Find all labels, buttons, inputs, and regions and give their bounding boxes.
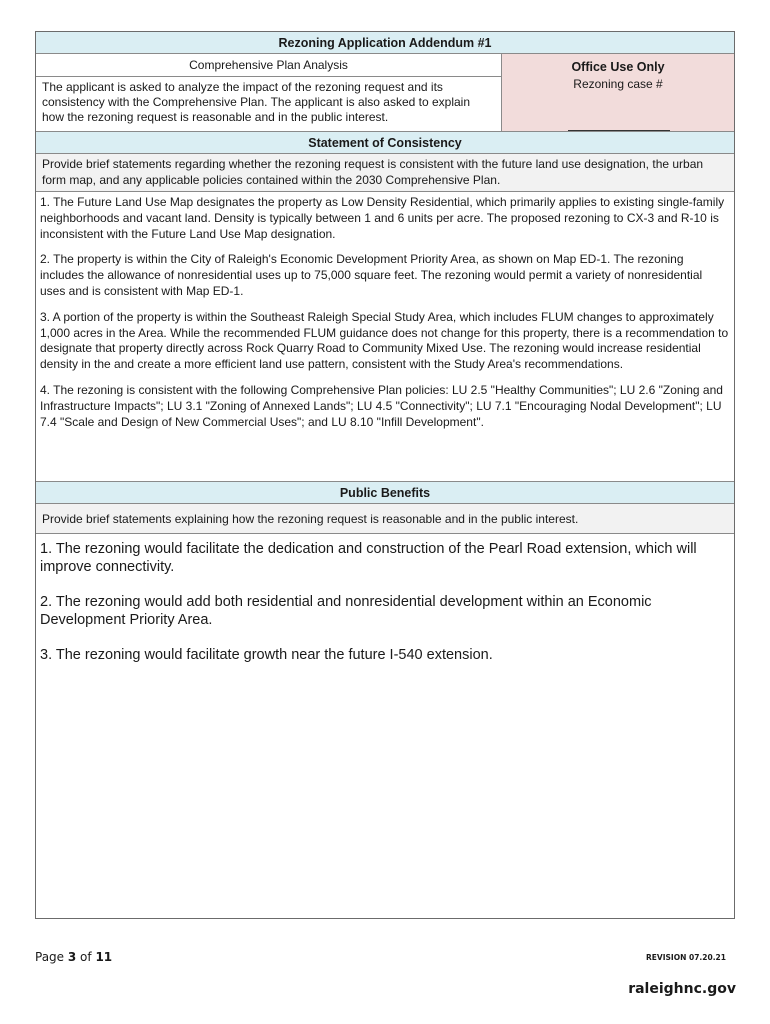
intro-text: The applicant is asked to analyze the impact of the rezoning request and its consistency with the Comprehensive Plan. The applicant is also asked to explain how the rezoning request is reasonable and in the public interest. xyxy=(42,80,471,124)
form-title: Rezoning Application Addendum #1 xyxy=(36,32,734,54)
consistency-statement: 4. The rezoning is consistent with the following Comprehensive Plan policies: LU 2.5 "Healthy Communities"; LU 2.6 "Zoning and Infrastructure Impacts"; LU 3.1 "Zoning of Annexed Lands"; LU 4.5 "Connectivity"; LU 7.1 "Encouraging Nodal Development"; LU 7.4 "Scale and Design of New Commercial Uses"; and LU 8.10 "Infill Development". xyxy=(40,382,723,429)
benefit-statement: 1. The rezoning would facilitate the dedication and construction of the Pearl Road extension, which will improve connectivity. xyxy=(40,541,697,575)
rezoning-case-field[interactable] xyxy=(568,130,670,131)
consistency-prompt: Provide brief statements regarding whether the rezoning request is consistent with the future land use designation, the urban form map, and any applicable policies contained within the 2030 Comprehensive Plan. xyxy=(36,154,734,192)
benefit-statement: 2. The rezoning would add both residential and nonresidential development within an Economic Development Priority Area. xyxy=(40,594,652,628)
consistency-statement: 2. The property is within the City of Raleigh's Economic Development Priority Area, as shown on Map ED-1. The rezoning includes the allowance of nonresidential uses up to 75,000 square feet. The rezoning would permit a variety of nonresidential uses and is consistent with Map ED-1. xyxy=(40,252,703,298)
rezoning-addendum-form xyxy=(35,31,735,919)
page-number xyxy=(35,950,112,964)
page-of: of xyxy=(76,950,96,964)
consistency-heading: Statement of Consistency xyxy=(36,132,734,154)
office-use-box xyxy=(502,54,734,131)
rezoning-case-label: Rezoning case # xyxy=(573,77,663,91)
consistency-statement: 3. A portion of the property is within the Southeast Raleigh Special Study Area, which includes FLUM changes to approximately 1,000 acres in the Area. While the recommended FLUM guidance does not change for this property, there is a recommendation to designate that property directly across Rock Quarry Road to Community Mixed Use. The rezoning would increase residential density in the and create a more efficient land use pattern, consistent with the Study Area's recommendations. xyxy=(40,309,729,372)
revision-label: REVISION 07.20.21 xyxy=(646,953,726,962)
consistency-statement: 1. The Future Land Use Map designates the property as Low Density Residential, which primarily applies to existing single-family neighborhoods and vacant land. Density is typically between 1 and 6 units per acre. The proposed rezoning to CX-3 and R-10 is inconsistent with the Future Land Use Map designation. xyxy=(40,195,725,241)
top-section xyxy=(36,54,734,132)
public-benefits-prompt: Provide brief statements explaining how the rezoning request is reasonable and in the public interest. xyxy=(36,504,734,534)
office-use-title: Office Use Only xyxy=(571,60,665,74)
website-label: raleighnc.gov xyxy=(628,981,736,997)
subheading: Comprehensive Plan Analysis xyxy=(36,54,501,77)
page-prefix: Page xyxy=(35,950,68,964)
consistency-statements[interactable] xyxy=(36,192,734,482)
public-benefits-statements[interactable] xyxy=(36,534,734,687)
comprehensive-plan-analysis xyxy=(36,54,502,131)
page-total: 11 xyxy=(95,950,113,964)
public-benefits-heading: Public Benefits xyxy=(36,482,734,504)
benefit-statement: 3. The rezoning would facilitate growth near the future I-540 extension. xyxy=(40,647,493,663)
page-current: 3 xyxy=(67,950,77,964)
